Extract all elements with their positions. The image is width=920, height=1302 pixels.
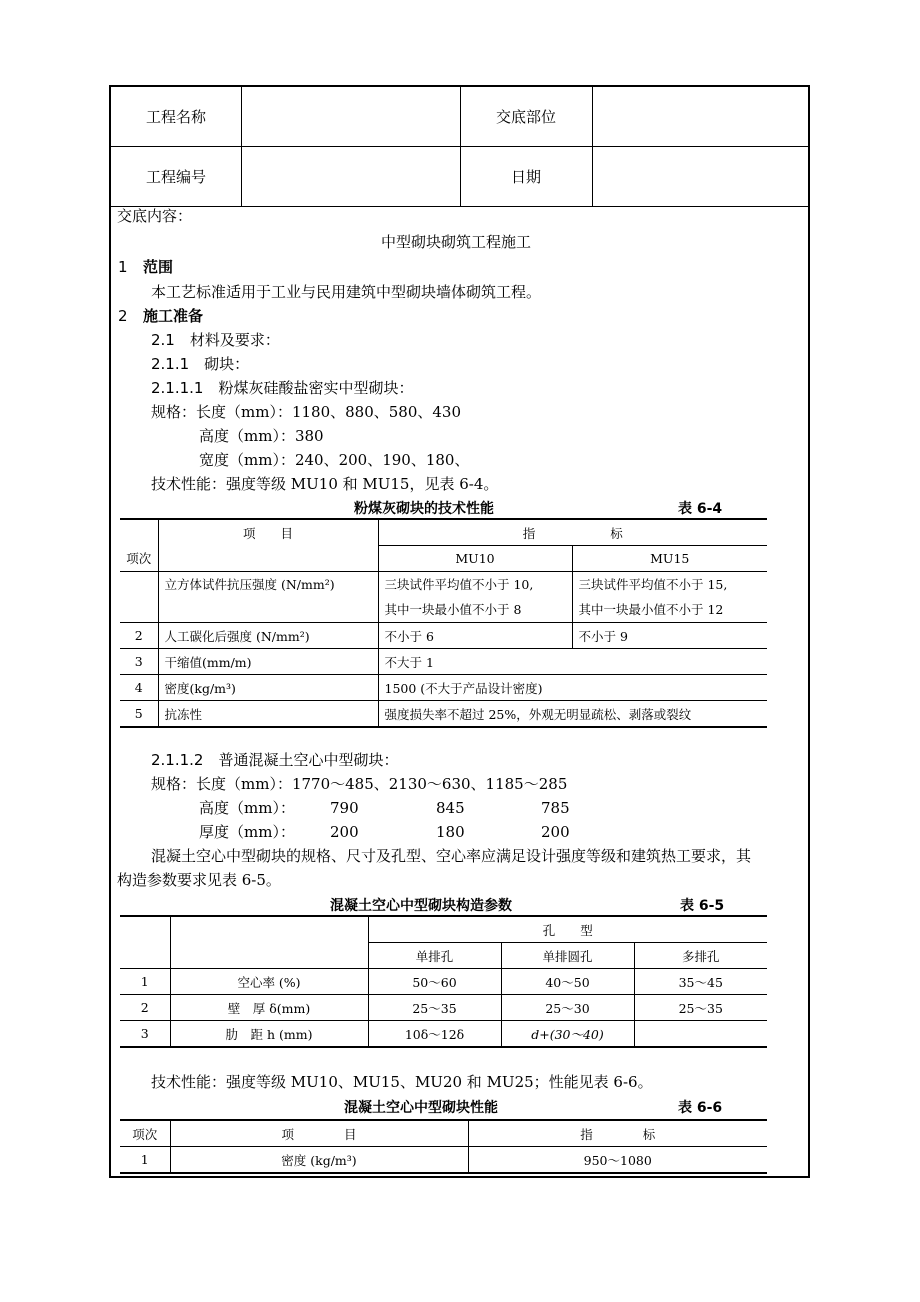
- spec2-para1: 混凝土空心中型砌块的规格、尺寸及孔型、空心率应满足设计强度等级和建筑热工要求，其: [151, 847, 752, 865]
- date-label: 日期: [510, 167, 541, 186]
- spec2-length: 规格：长度（mm）：1770～485、2130～630、1185～285: [151, 775, 568, 793]
- project-name-value[interactable]: [242, 87, 460, 146]
- table-row: [120, 675, 767, 701]
- row-v2: 不小于 9: [572, 623, 767, 649]
- row-v1b: 其中一块最小值不小于 8: [384, 602, 522, 617]
- row-v3: 35～45: [634, 969, 767, 995]
- spec1-height: 高度（mm）：380: [199, 427, 324, 445]
- spec2-height-v1: 790: [330, 799, 359, 817]
- project-no-value[interactable]: [242, 146, 460, 206]
- row-v1: 25～35: [368, 995, 501, 1021]
- row-value: 不大于 1: [378, 649, 767, 675]
- row-item: 肋 距 h (mm): [170, 1021, 368, 1048]
- row-item: 干缩值(mm/m): [158, 649, 378, 675]
- table-row: [120, 649, 767, 675]
- spec2-thick-v1: 200: [330, 823, 359, 841]
- spec1-perf: 技术性能：强度等级 MU10 和 MU15，见表 6-4。: [151, 475, 499, 493]
- row-item: 壁 厚 δ(mm): [170, 995, 368, 1021]
- handover-part-value[interactable]: [593, 87, 808, 146]
- spec2-thick-label: 厚度（mm）：: [199, 823, 295, 841]
- s2112-heading: 2.1.1.2 普通混凝土空心中型砌块：: [151, 751, 399, 769]
- s211-heading: 2.1.1 砌块：: [151, 355, 250, 373]
- sec1-num: 1: [118, 258, 128, 276]
- table64-col-no: 项次: [120, 519, 158, 572]
- table66-col-no: 项次: [120, 1120, 170, 1147]
- table-row: [120, 995, 767, 1021]
- row-no: 5: [120, 701, 158, 728]
- table-6-5: [120, 915, 767, 1048]
- table-row: [120, 572, 767, 623]
- table-row: [120, 623, 767, 649]
- row-v2b: 其中一块最小值不小于 12: [578, 602, 724, 617]
- row-no: [120, 572, 158, 623]
- table65-number: 表 6-5: [680, 898, 725, 914]
- sec2-num: 2: [118, 307, 128, 325]
- header-row-2: [111, 146, 808, 207]
- spec2-height-label: 高度（mm）：: [199, 799, 295, 817]
- row-no: 1: [120, 1147, 170, 1174]
- row-item: 人工碳化后强度 (N/mm²): [158, 623, 378, 649]
- table66-col-item: 项 目: [170, 1120, 468, 1147]
- spec2-height-v2: 845: [436, 799, 465, 817]
- row-v3: 25～35: [634, 995, 767, 1021]
- table65-col-group: 孔 型: [368, 916, 767, 943]
- row-item: 空心率 (%): [170, 969, 368, 995]
- content-label: 交底内容：: [117, 207, 193, 225]
- table-row: [120, 701, 767, 728]
- row-v2: d+(30～40): [501, 1021, 634, 1048]
- row-no: 3: [120, 1021, 170, 1048]
- s21-heading: 2.1 材料及要求：: [151, 331, 280, 349]
- table-6-4: [120, 518, 767, 728]
- table65-col-3: 多排孔: [634, 943, 767, 969]
- table65-caption: 混凝土空心中型砌块构造参数: [330, 898, 512, 914]
- row-no: 2: [120, 995, 170, 1021]
- table64-sub2: MU15: [572, 546, 767, 572]
- sec1-text: 本工艺标准适用于工业与民用建筑中型砌块墙体砌筑工程。: [151, 283, 542, 301]
- table65-corner: [120, 916, 170, 969]
- row-no: 4: [120, 675, 158, 701]
- table-row: [120, 1021, 767, 1048]
- row-item: 抗冻性: [158, 701, 378, 728]
- table65-col-2: 单排圆孔: [501, 943, 634, 969]
- row-v1: 50～60: [368, 969, 501, 995]
- spec1-width: 宽度（mm）：240、200、190、180、: [199, 451, 470, 469]
- row-v1a: 三块试件平均值不小于 10,: [384, 577, 534, 592]
- s2111-heading: 2.1.1.1 粉煤灰硅酸盐密实中型砌块：: [151, 379, 414, 397]
- table64-number: 表 6-4: [678, 501, 723, 517]
- spec2-thick-v2: 180: [436, 823, 465, 841]
- row-no: 3: [120, 649, 158, 675]
- row-v3: [634, 1021, 767, 1048]
- table66-caption: 混凝土空心中型砌块性能: [344, 1100, 498, 1116]
- row-v1: 10δ～12δ: [368, 1021, 501, 1048]
- table66-col-index: 指 标: [468, 1120, 767, 1147]
- row-no: 2: [120, 623, 158, 649]
- row-value: 强度损失率不超过 25%，外观无明显疏松、剥落或裂纹: [378, 701, 767, 728]
- sec1-title: 范围: [143, 258, 174, 276]
- row-v2: 25～30: [501, 995, 634, 1021]
- table64-caption: 粉煤灰砌块的技术性能: [354, 501, 494, 517]
- table-row: [120, 969, 767, 995]
- perf2-text: 技术性能：强度等级 MU10、MU15、MU20 和 MU25；性能见表 6-6。: [151, 1073, 653, 1091]
- table65-col-1: 单排孔: [368, 943, 501, 969]
- doc-title: 中型砌块砌筑工程施工: [381, 233, 532, 251]
- table65-item-head: [170, 916, 368, 969]
- row-no: 1: [120, 969, 170, 995]
- spec2-thick-v3: 200: [541, 823, 570, 841]
- table-6-6: [120, 1119, 767, 1174]
- sec2-title: 施工准备: [143, 307, 204, 325]
- row-value: 1500 (不大于产品设计密度): [378, 675, 767, 701]
- project-no-label: 工程编号: [145, 167, 206, 186]
- table64-sub1: MU10: [378, 546, 572, 572]
- spec2-para2: 构造参数要求见表 6-5。: [117, 871, 281, 889]
- project-name-label: 工程名称: [145, 108, 206, 126]
- row-v1: 不小于 6: [378, 623, 572, 649]
- spec2-height-v3: 785: [541, 799, 570, 817]
- row-value: 950～1080: [468, 1147, 767, 1174]
- date-value[interactable]: [593, 146, 808, 206]
- row-v2: 40～50: [501, 969, 634, 995]
- row-item: 密度(kg/m³): [158, 675, 378, 701]
- handover-part-label: 交底部位: [495, 108, 556, 126]
- table-row: [120, 1147, 767, 1174]
- row-item: 密度 (kg/m³): [170, 1147, 468, 1174]
- table64-col-index: 指 标: [378, 519, 767, 546]
- table64-col-item: 项 目: [158, 519, 378, 572]
- row-v2a: 三块试件平均值不小于 15,: [578, 577, 728, 592]
- table66-number: 表 6-6: [678, 1100, 723, 1116]
- header-row-1: [111, 87, 808, 147]
- spec1-length: 规格：长度（mm）：1180、880、580、430: [151, 403, 462, 421]
- row-item: 立方体试件抗压强度 (N/mm²): [158, 572, 378, 623]
